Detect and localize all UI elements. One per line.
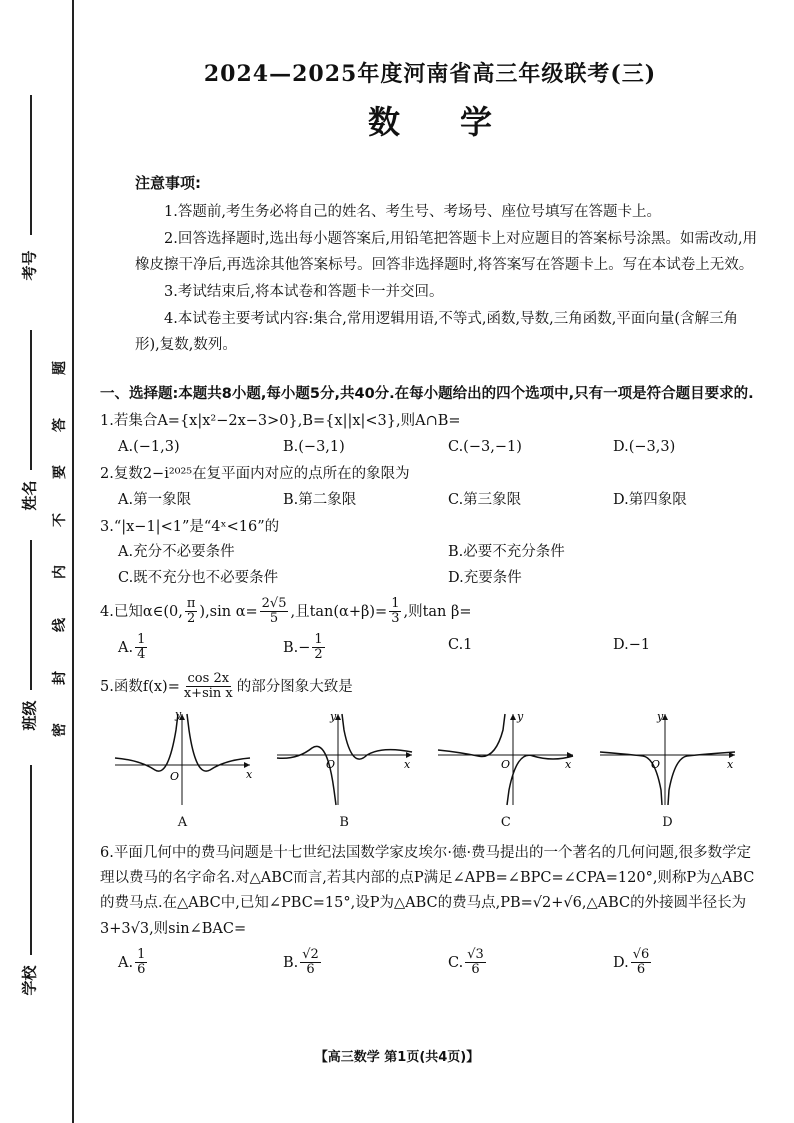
option-c: C.(−3,−1) bbox=[448, 438, 522, 455]
option-c: C.第三象限 bbox=[448, 491, 522, 508]
option-b: B. $\frac{√2}{6}$ bbox=[283, 947, 319, 978]
question-6 bbox=[100, 841, 760, 978]
option-b: B.必要不充分条件 bbox=[448, 544, 565, 561]
fraction-pi-2: $\frac{\pi}{2}$ bbox=[186, 596, 196, 627]
page-footer: 【高三数学 第1页(共4页)】 bbox=[314, 1050, 480, 1065]
note-item: 1.答题前,考生务必将自己的姓名、考生号、考场号、座位号填写在答题卡上。 bbox=[164, 203, 661, 220]
fraction-f: $\frac{\cos 2x}{\text{x+sin x}}$ bbox=[183, 671, 233, 702]
name-label: 姓名 bbox=[20, 480, 39, 511]
school-line[interactable] bbox=[30, 765, 32, 955]
svg-text:y: y bbox=[517, 709, 524, 723]
exam-content bbox=[100, 55, 760, 978]
question-stem: 2.复数2−i²⁰²⁵在复平面内对应的点所在的象限为 bbox=[100, 466, 410, 483]
fraction-sin: $\frac{2√5}{5}$ bbox=[261, 596, 287, 627]
note-item: 4.本试卷主要考试内容:集合,常用逻辑用语,不等式,函数,导数,三角函数,平面向量(含解三角形),复数,数列。 bbox=[135, 311, 739, 353]
school-label: 学校 bbox=[20, 965, 39, 996]
note-item: 3.考试结束后,将本试卷和答题卡一并交回。 bbox=[164, 283, 444, 300]
fraction-tan: $\frac{1}{3}$ bbox=[391, 596, 400, 627]
question-1 bbox=[100, 409, 760, 460]
binding-column bbox=[0, 0, 75, 1123]
exam-no-label: 考号 bbox=[20, 250, 39, 281]
option-c: C.1 bbox=[448, 636, 473, 653]
subject-title: 数学 bbox=[367, 102, 552, 141]
svg-text:O: O bbox=[501, 757, 511, 771]
svg-text:y: y bbox=[329, 709, 336, 723]
option-a: A. $\frac{1}{4}$ bbox=[118, 631, 146, 662]
notes bbox=[100, 170, 760, 359]
question-stem: 4.已知α∈(0, $\frac{\pi}{2}$ ),sin α= $\frac{2√5}{5}$ ,且tan(α+β)= $\frac{1}{3}$ ,则tan β= bbox=[100, 596, 472, 627]
graph-options bbox=[100, 710, 740, 835]
axis-x-label: x bbox=[246, 767, 253, 781]
question-5 bbox=[100, 672, 760, 834]
option-c: C. $\frac{√3}{6}$ bbox=[448, 947, 484, 978]
question-2 bbox=[100, 462, 760, 513]
exam-title: 2024—2025年度河南省高三年级联考(三) bbox=[203, 61, 657, 87]
svg-text:O: O bbox=[650, 757, 660, 771]
graph-label: C bbox=[500, 814, 511, 830]
graph-c bbox=[433, 710, 578, 835]
option-b: B.第二象限 bbox=[283, 491, 357, 508]
question-4 bbox=[100, 597, 760, 662]
graph-label: D bbox=[662, 814, 673, 830]
question-stem: 3.“|x−1|<1”是“4ˣ<16”的 bbox=[100, 518, 280, 535]
name-line[interactable] bbox=[30, 330, 32, 470]
option-a: A.第一象限 bbox=[118, 491, 192, 508]
note-item: 2.回答选择题时,选出每小题答案后,用铅笔把答题卡上对应题目的答案标号涂黑。如需改动,用橡皮擦干净后,再选涂其他答案标号。回答非选择题时,将答案写在答题卡上。写在本试卷上无效。 bbox=[135, 231, 758, 273]
option-d: D.充要条件 bbox=[448, 569, 522, 586]
binding-line bbox=[72, 0, 74, 1123]
origin-label: O bbox=[170, 769, 180, 783]
warning-char: 封 bbox=[52, 671, 68, 685]
svg-text:x: x bbox=[565, 757, 572, 771]
svg-text:O: O bbox=[325, 757, 335, 771]
option-d: D.(−3,3) bbox=[613, 438, 676, 455]
option-d: D.−1 bbox=[613, 636, 651, 653]
section-title: 一、选择题:本题共8小题,每小题5分,共40分.在每小题给出的四个选项中,只有一项是符合题目要求的. bbox=[100, 386, 754, 402]
class-label: 班级 bbox=[20, 700, 39, 731]
warning-char: 内 bbox=[52, 565, 68, 579]
graph-b bbox=[272, 710, 417, 835]
question-stem: 5.函数f(x)= $\frac{\cos 2x}{\text{x+sin x}}$ 的部分图象大致是 bbox=[100, 671, 353, 702]
svg-text:x: x bbox=[726, 757, 734, 771]
svg-text:x: x bbox=[403, 757, 410, 771]
notes-title: 注意事项: bbox=[135, 173, 201, 192]
question-stem: 1.若集合A={x|x²−2x−3>0},B={x||x|<3},则A∩B= bbox=[100, 413, 461, 430]
svg-text:y: y bbox=[656, 709, 664, 723]
warning-char: 答 bbox=[52, 418, 68, 432]
option-d: D. $\frac{√6}{6}$ bbox=[613, 947, 650, 978]
option-a: A. $\frac{1}{6}$ bbox=[118, 947, 146, 978]
warning-char: 密 bbox=[52, 723, 68, 737]
warning-char: 要 bbox=[52, 465, 68, 479]
graph-label: B bbox=[339, 814, 349, 830]
option-a: A.充分不必要条件 bbox=[118, 544, 235, 561]
warning-char: 线 bbox=[52, 618, 68, 632]
question-stem: 6.平面几何中的费马问题是十七世纪法国数学家皮埃尔·德·费马提出的一个著名的几何问题,很多数学定理以费马的名字命名.对△ABC而言,若其内部的点P满足∠APB=∠BPC=∠CPA=120°,则称P为△ABC的费马点.在△ABC中,已知∠PBC=15°,设P为△ABC的费马点,PB=√2+√6,△ABC的外接圆半径长为3+3√3,则sin∠BAC= bbox=[100, 844, 755, 937]
question-3 bbox=[100, 515, 760, 591]
option-a: A.(−1,3) bbox=[118, 438, 180, 455]
class-line[interactable] bbox=[30, 540, 32, 690]
axis-y-label: y bbox=[175, 709, 182, 721]
warning-char: 不 bbox=[52, 513, 68, 527]
graph-d bbox=[595, 710, 740, 835]
exam-no-line[interactable] bbox=[30, 95, 32, 235]
warning-char: 题 bbox=[52, 361, 68, 375]
option-b: B.(−3,1) bbox=[283, 438, 345, 455]
graph-label: A bbox=[177, 814, 188, 830]
graph-a bbox=[110, 710, 255, 835]
option-c: C.既不充分也不必要条件 bbox=[118, 569, 279, 586]
option-b: B.− $\frac{1}{2}$ bbox=[283, 631, 323, 662]
option-d: D.第四象限 bbox=[613, 491, 687, 508]
